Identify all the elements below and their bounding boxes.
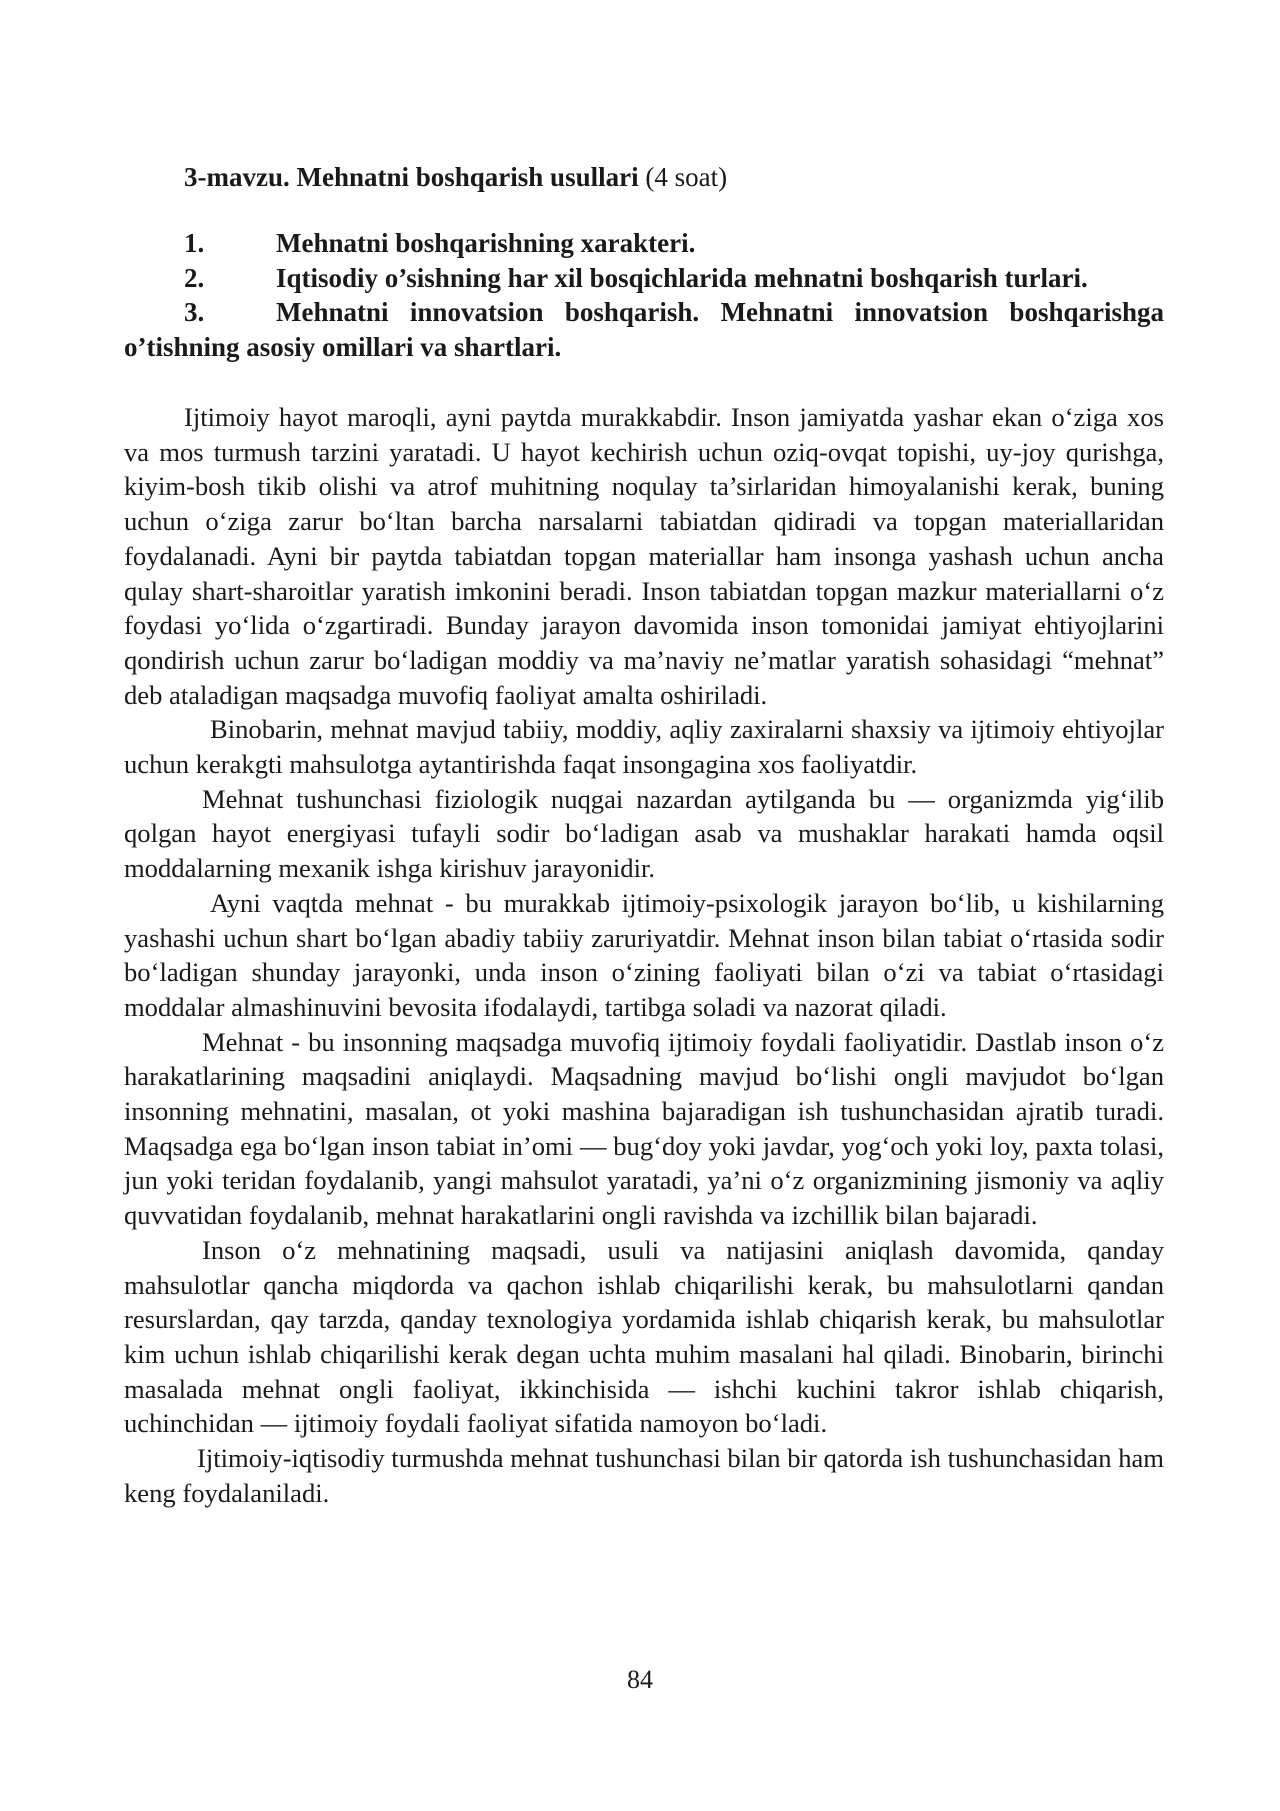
body-text <box>124 400 1164 1511</box>
paragraph: Mehnat - bu insonning maqsadga muvofiq ijtimoiy foydali faoliyatidir. Dastlab inson o‘z harakatlarining maqsadini aniqlaydi. Maqsadning mavjud bo‘lishi ongli mavjudot bo‘lgan insonning mehnatini, masalan, ot yoki mashina bajaradigan ish tushunchasidan ajratib turadi. Maqsadga ega bo‘lgan inson tabiat in’omi — bug‘doy yoki javdar, yog‘och yoki loy, paxta tolasi, jun yoki teridan foydalanib, yangi mahsulot yaratadi, ya’ni o‘z organizmining jismoniy va aqliy quvvatidan foydalanib, mehnat harakatlarini ongli ravishda va izchillik bilan bajaradi. <box>124 1026 1164 1231</box>
plan-item <box>124 226 1164 261</box>
plan-item <box>124 261 1164 296</box>
plan-item-number: 1. <box>184 228 205 258</box>
plan-item-text: Mehnatni boshqarishning xarakteri. <box>276 228 696 258</box>
paragraph: Binobarin, mehnat mavjud tabiiy, moddiy, aqliy zaxiralarni shaxsiy va ijtimoiy ehtiyojlar uchun kerakgti mahsulotga aytantirishda faqat insongagina xos faoliyatdir. <box>124 714 1164 780</box>
paragraph: Ijtimoiy hayot maroqli, ayni paytda murakkabdir. Inson jamiyatda yashar ekan o‘ziga xos va mos turmush tarzini yaratadi. U hayot kechirish uchun oziq-ovqat topishi, uy-joy qurishga, kiyim-bosh tikib olishi va atrof muhitning noqulay ta’sirlaridan himoyalanishi kerak, buning uchun o‘ziga zarur bo‘ltan barcha narsalarni tabiatdan qidiradi va topgan materiallaridan foydalanadi. Ayni bir paytda tabiatdan topgan materiallar ham insonga yashash uchun ancha qulay shart-sharoitlar yaratish imkonini beradi. Inson tabiatdan topgan mazkur materiallarni o‘z foydasi yo‘lida o‘zgartiradi. Bunday jarayon davomida inson tomonidai jamiyat ehtiyojlarini qondirish uchun zarur bo‘ladigan moddiy va ma’naviy ne’matlar yaratish sohasidagi “mehnat” deb ataladigan maqsadga muvofiq faoliyat amalta oshiriladi. <box>124 402 1164 710</box>
plan-item-text: Iqtisodiy o’sishning har xil bosqichlarida mehnatni boshqarish turlari. <box>276 262 1088 293</box>
plan-item-text: Mehnatni innovatsion boshqarish. Mehnatni innovatsion boshqarishga o’tishning asosiy omillari va shartlari. <box>124 297 1164 362</box>
topic-hours: (4 soat) <box>645 162 728 192</box>
paragraph: Inson o‘z mehnatining maqsadi, usuli va natijasini aniqlash davomida, qanday mahsulotlar qancha miqdorda va qachon ishlab chiqarilishi kerak, bu mahsulotlarni qandan resurslardan, qay tarzda, qanday texnologiya yordamida ishlab chiqarish kerak, bu mahsulotlar kim uchun ishlab chiqarilishi kerak degan uchta muhim masalani hal qiladi. Binobarin, birinchi masalada mehnat ongli faoliyat, ikkinchisida — ishchi kuchini takror ishlab chiqarish, uchinchidan — ijtimoiy foydali faoliyat sifatida namoyon bo‘ladi. <box>124 1234 1164 1439</box>
plan-item <box>124 295 1164 364</box>
plan-item-number: 2. <box>184 262 205 293</box>
topic-plan <box>124 226 1164 364</box>
topic-title: 3-mavzu. Mehnatni boshqarish usullari <box>184 162 639 192</box>
topic-heading <box>184 160 727 194</box>
plan-item-number: 3. <box>184 297 205 327</box>
paragraph: Mehnat tushunchasi fiziologik nuqgai nazardan aytilganda bu — organizmda yig‘ilib qolgan hayot energiyasi tufayli sodir bo‘ladigan asab va mushaklar harakati hamda oqsil moddalarning mexanik ishga kirishuv jarayonidir. <box>124 783 1164 884</box>
paragraph: Ayni vaqtda mehnat - bu murakkab ijtimoiy-psixologik jarayon bo‘lib, u kishilarning yashashi uchun shart bo‘lgan abadiy tabiiy zaruriyatdir. Mehnat inson bilan tabiat o‘rtasida sodir bo‘ladigan shunday jarayonki, unda inson o‘zining faoliyati bilan o‘zi va tabiat o‘rtasidagi moddalar almashinuvini bevosita ifodalaydi, tartibga soladi va nazorat qiladi. <box>124 887 1164 1022</box>
paragraph: Ijtimoiy-iqtisodiy turmushda mehnat tushunchasi bilan bir qatorda ish tushunchasidan ham keng foydalaniladi. <box>124 1443 1164 1508</box>
page-number: 84 <box>627 1665 653 1694</box>
